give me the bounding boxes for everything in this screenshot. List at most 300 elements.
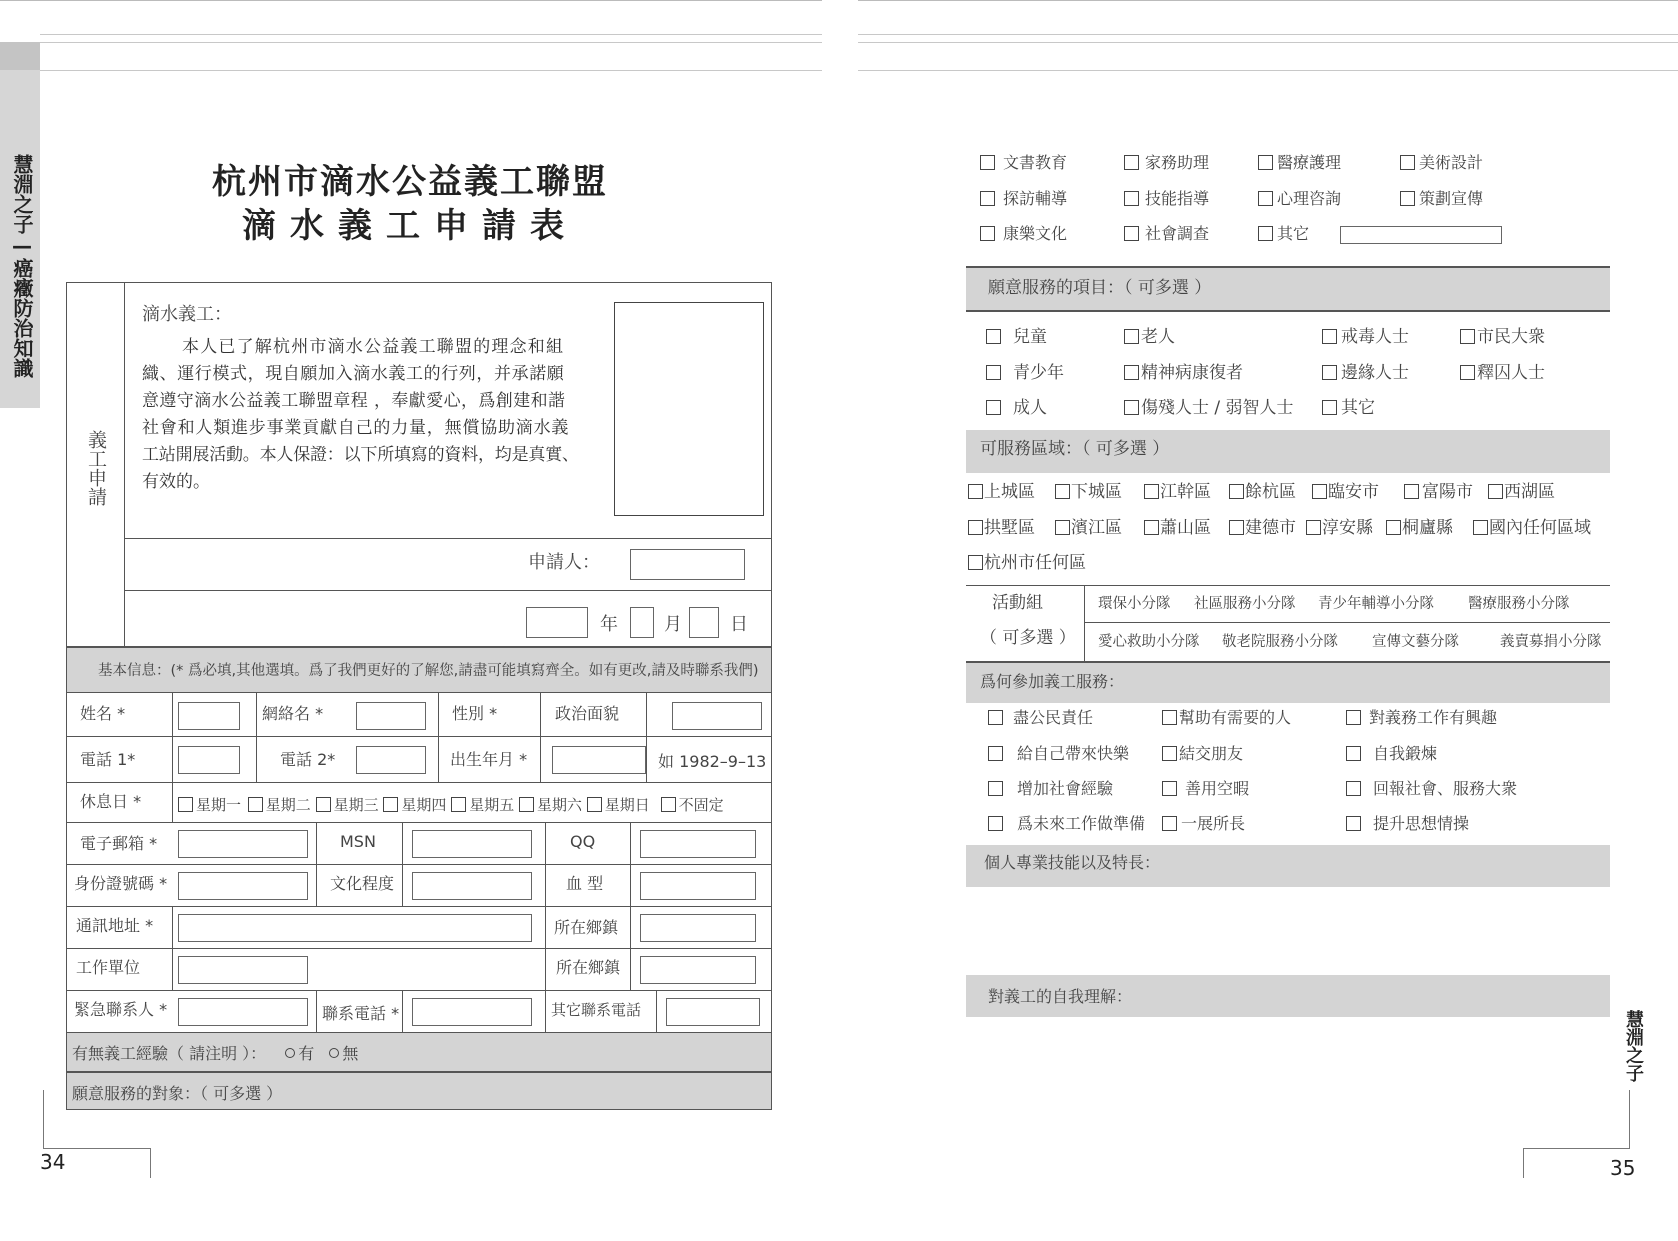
option-label: 成人 [1013,398,1047,418]
service-option[interactable] [986,329,1047,346]
option-label: 探訪輔導 [1003,189,1068,208]
contact-phone-label: 聯系電話 * [322,1004,400,1023]
page-number-left: 34 [40,1150,66,1174]
checkbox-icon [1460,365,1475,380]
area-option[interactable] [1229,520,1296,537]
col-line [630,906,631,948]
reason-option[interactable] [1162,816,1245,832]
rest-day-label: 休息日 * [80,792,142,811]
target-option[interactable] [980,191,1067,207]
checkbox-icon [178,797,193,812]
day-field[interactable] [689,607,719,638]
reason-option[interactable] [988,746,1129,762]
option-label: 淳安縣 [1322,518,1373,538]
pledge-line: 本人已了解杭州市滴水公益義工聯盟的理念和組 [182,337,565,357]
name-field[interactable] [178,702,240,730]
col-line [540,736,541,782]
weekday-option[interactable] [316,796,379,814]
checkbox-icon [980,155,995,170]
photo-box[interactable] [614,302,764,516]
corner-mark-left-h [43,1148,150,1149]
col-line [172,782,173,822]
politics-field[interactable] [672,702,762,730]
groups-top-line [966,585,1610,586]
option-label: 對義務工作有興趣 [1369,708,1498,727]
msn-field[interactable] [412,830,532,858]
header-rule-left-3 [40,70,822,71]
col-line [256,692,257,736]
groups-label-2: （ 可多選 ） [980,628,1076,648]
group-option[interactable]: 愛心救助小分隊 [1098,634,1200,650]
reason-option[interactable] [988,710,1093,726]
checkbox-icon [1124,365,1139,380]
group-option[interactable]: 醫療服務小分隊 [1468,596,1570,612]
work-field[interactable] [178,956,308,984]
header-rule-right-3 [858,70,1678,71]
checkbox-icon [1144,520,1159,535]
checkbox-icon [316,797,331,812]
reason-option[interactable] [988,816,1145,832]
checkbox-icon [519,797,534,812]
option-label: 康樂文化 [1003,224,1068,243]
top-rule-right [858,0,1678,1]
col-line [438,692,439,736]
col-line [630,822,631,864]
checkbox-icon [1144,484,1159,499]
township1-label: 所在鄉鎮 [554,918,619,937]
option-label: 傷殘人士 / 弱智人士 [1141,398,1294,418]
checkbox-icon [1473,520,1488,535]
section-label-application: 義工申請 [85,430,107,506]
radio-icon [285,1048,295,1058]
phone2-label: 電話 2* [280,750,336,769]
experience-text: 有無義工經驗（ 請注明 ）： [72,1044,267,1063]
applicant-label: 申請人： [528,552,600,573]
checkbox-icon [980,226,995,241]
target-option[interactable] [980,155,1067,171]
pledge-paragraph [142,334,608,496]
col-line [656,990,657,1032]
address-label: 通訊地址 * [76,916,154,935]
option-label: 餘杭區 [1245,482,1296,502]
area-option[interactable] [1144,484,1211,501]
checkbox-icon [986,329,1001,344]
header-rule-left-2 [40,42,822,43]
checkbox-icon [1400,155,1415,170]
checkbox-icon [1386,520,1401,535]
col-line [540,692,541,736]
checkbox-icon [1322,365,1337,380]
groups-col-line [1084,585,1085,661]
service-option[interactable] [986,400,1047,417]
politics-label: 政治面貌 [555,704,620,723]
checkbox-icon [1055,484,1070,499]
checkbox-icon [1055,520,1070,535]
col-line [545,948,546,990]
option-label: 邊緣人士 [1341,363,1409,383]
checkbox-icon [248,797,263,812]
area-option[interactable] [1144,520,1211,537]
groups-mid-line [1084,622,1610,623]
group-option[interactable]: 社區服務小分隊 [1194,596,1296,612]
corner-mark-left-v [43,1090,44,1148]
weekday-option[interactable] [178,796,241,814]
checkbox-icon [383,797,398,812]
qq-label: QQ [570,832,596,851]
target-option[interactable] [1400,155,1483,171]
top-rule-left [0,0,822,1]
col-line [402,864,403,906]
pledge-line: 織、運行模式，現自願加入滴水義工的行列，并承諾願 [142,364,565,384]
option-label: 一展所長 [1181,814,1246,833]
birth-field[interactable] [552,746,646,774]
weekday-options [178,797,724,813]
service-option[interactable] [1460,365,1545,382]
id-label: 身份證號碼 * [74,874,168,893]
township2-label: 所在鄉鎮 [556,958,621,977]
service-bottom-line [966,310,1610,312]
weekday-option[interactable] [661,796,724,814]
col-line [316,990,317,1032]
reason-option[interactable] [988,781,1113,797]
checkbox-icon [1306,520,1321,535]
checkbox-icon [1312,484,1327,499]
col-line [438,736,439,782]
checkbox-icon [1162,781,1177,796]
area-option[interactable] [968,555,1086,572]
reason-option[interactable] [1162,710,1291,726]
option-label: 爲未來工作做準備 [1017,814,1146,833]
option-label: 家務助理 [1145,153,1210,172]
target-option[interactable] [1124,191,1209,207]
checkbox-icon [1346,781,1361,796]
checkbox-icon [1162,746,1177,761]
side-rule-right [1629,1090,1630,1148]
option-label: 善用空暇 [1185,779,1250,798]
emergency-field[interactable] [178,998,308,1026]
col-line [545,906,546,948]
areas-header-text: 可服務區域：（ 可多選 ） [980,439,1170,459]
area-option[interactable] [1473,520,1591,537]
service-option[interactable] [1322,400,1375,417]
nickname-field[interactable] [356,702,426,730]
weekday-option[interactable] [451,796,514,814]
checkbox-icon [587,797,602,812]
option-label: 社會調查 [1145,224,1210,243]
phone1-field[interactable] [178,746,240,774]
skills-header-text: 個人專業技能以及特長： [984,853,1161,872]
weekday-label: 不固定 [678,796,724,814]
option-label: 杭州市任何區 [984,553,1086,573]
checkbox-icon [1162,816,1177,831]
side-tab-text: 慧淵之子—癌癥防治知識 [10,154,34,378]
option-label: 青少年 [1013,363,1064,383]
checkbox-icon [1124,400,1139,415]
area-option[interactable] [1488,484,1555,501]
service-option[interactable] [1322,365,1409,382]
checkbox-icon [1346,746,1361,761]
service-option[interactable] [1124,329,1175,346]
app-divider-2 [124,590,772,591]
pledge-line: 有效的。 [142,472,210,492]
option-label: 精神病康復者 [1141,363,1243,383]
address-field[interactable] [178,914,532,942]
radio-icon [329,1048,339,1058]
row-line [66,864,772,865]
target-other-field[interactable] [1340,226,1502,244]
option-label: 給自己帶來快樂 [1017,744,1130,763]
reason-option[interactable] [1162,781,1249,797]
col-line [545,822,546,864]
target-option[interactable] [1258,226,1309,242]
row-line [66,990,772,991]
service-option[interactable] [1124,400,1294,417]
checkbox-icon [1404,484,1419,499]
checkbox-icon [968,520,983,535]
checkbox-icon [1258,191,1273,206]
other-phone-label: 其它聯系電話 [551,1001,642,1019]
option-label: 拱墅區 [984,518,1035,538]
checkbox-icon [1488,484,1503,499]
msn-label: MSN [340,832,376,851]
row-line [66,822,772,823]
weekday-option[interactable] [519,796,582,814]
option-label: 其它 [1341,398,1375,418]
corner-mark-right-v2 [1523,1148,1524,1178]
education-field[interactable] [412,872,532,900]
option-label: 提升思想情操 [1373,814,1470,833]
month-label: 月 [664,614,682,635]
checkbox-icon [1229,484,1244,499]
weekday-label: 星期三 [333,796,379,814]
header-rule-right-2 [858,42,1678,43]
reason-option[interactable] [1346,710,1497,726]
target-option[interactable] [1400,191,1483,207]
year-label: 年 [600,614,618,635]
weekday-option[interactable] [383,796,446,814]
checkbox-icon [661,797,676,812]
service-option[interactable] [1322,329,1409,346]
name-label: 姓名 * [80,704,126,723]
experience-no-option[interactable] [319,1044,358,1063]
checkbox-icon [988,781,1003,796]
page-number-right: 35 [1610,1156,1636,1180]
col-line [316,822,317,864]
checkbox-icon [986,400,1001,415]
option-label: 下城區 [1071,482,1122,502]
weekday-option[interactable] [587,796,650,814]
option-label: 戒毒人士 [1341,327,1409,347]
target-option[interactable] [1258,191,1341,207]
experience-yes-option[interactable] [271,1044,314,1063]
emergency-label: 緊急聯系人 * [74,1000,168,1019]
corner-mark-left-v2 [150,1148,151,1178]
app-col-divider [124,282,125,646]
app-divider-1 [124,538,772,539]
checkbox-icon [1346,816,1361,831]
experience-label [72,1046,358,1062]
col-line [402,822,403,864]
group-option[interactable]: 青少年輔導小分隊 [1318,596,1434,612]
blood-field[interactable] [640,872,756,900]
group-option[interactable]: 義賣募捐小分隊 [1500,634,1602,650]
phone1-label: 電話 1* [80,750,136,769]
checkbox-icon [968,555,983,570]
option-label: 自我鍛煉 [1373,744,1438,763]
col-line [172,948,173,990]
option-label: 醫療護理 [1277,153,1342,172]
email-label: 電子郵箱 * [80,834,158,853]
col-line [545,864,546,906]
nickname-label: 網絡名 * [262,704,324,723]
area-option[interactable] [1229,484,1296,501]
checkbox-icon [980,191,995,206]
gender-label: 性別 * [452,704,498,723]
work-label: 工作單位 [76,958,141,977]
service-option[interactable] [1460,329,1545,346]
township2-field[interactable] [640,956,756,984]
reason-option[interactable] [1162,746,1243,762]
other-phone-field[interactable] [666,998,760,1026]
option-label: 富陽市 [1422,482,1473,502]
experience-no-label: 無 [342,1044,359,1063]
option-label: 美術設計 [1419,153,1484,172]
option-label: 國內任何區域 [1489,518,1591,538]
checkbox-icon [1258,155,1273,170]
checkbox-icon [1229,520,1244,535]
option-label: 市民大衆 [1477,327,1545,347]
weekday-option[interactable] [248,796,311,814]
year-field[interactable] [526,607,588,638]
month-field[interactable] [630,607,654,638]
target-option[interactable] [1258,155,1341,171]
area-option[interactable] [1055,520,1122,537]
pledge-line: 社會和人類進步事業貢獻自己的力量，無償協助滴水義 [142,418,570,438]
col-line [316,864,317,906]
header-rule-left-1 [40,34,822,35]
service-target-label: 願意服務的對象：（ 可多選 ） [72,1084,283,1103]
email-field[interactable] [178,830,308,858]
checkbox-icon [1322,400,1337,415]
option-label: 增加社會經驗 [1017,779,1114,798]
checkbox-icon [1400,191,1415,206]
checkbox-icon [988,816,1003,831]
col-line [172,906,173,948]
id-field[interactable] [178,872,308,900]
option-label: 回報社會、服務大衆 [1373,779,1518,798]
option-label: 盡公民責任 [1013,708,1094,727]
service-items-header-text: 願意服務的項目：（ 可多選 ） [988,278,1212,298]
area-option[interactable] [1386,520,1453,537]
form-title-main: 滴水義工申請表 [242,206,578,246]
checkbox-icon [1322,329,1337,344]
option-label: 上城區 [984,482,1035,502]
reason-option[interactable] [1346,816,1469,832]
option-label: 桐廬縣 [1402,518,1453,538]
option-label: 釋囚人士 [1477,363,1545,383]
col-line [630,948,631,990]
corner-mark-right-h [1523,1148,1630,1149]
applicant-signature-field[interactable] [630,549,745,580]
option-label: 建德市 [1245,518,1296,538]
area-option[interactable] [1055,484,1122,501]
option-label: 文書教育 [1003,153,1068,172]
area-option[interactable] [1404,484,1473,501]
option-label: 江幹區 [1160,482,1211,502]
checkbox-icon [1124,329,1139,344]
birth-example: 如 1982–9–13 [658,752,767,771]
reasons-header-text: 爲何參加義工服務： [980,672,1125,691]
option-label: 其它 [1277,224,1310,243]
groups-label-1: 活動組 [992,593,1043,613]
option-label: 臨安市 [1328,482,1379,502]
group-option[interactable]: 敬老院服務小分隊 [1222,634,1338,650]
pledge-line: 意遵守滴水公益義工聯盟章程 ，奉獻愛心，爲創建和諧 [142,391,566,411]
phone2-field[interactable] [356,746,426,774]
checkbox-icon [988,746,1003,761]
option-label: 老人 [1141,327,1175,347]
side-tab-top [0,42,40,70]
checkbox-icon [451,797,466,812]
pledge-line: 工站開展活動。本人保證：以下所填寫的資料，均是真實、 [142,445,579,465]
qq-field[interactable] [640,830,756,858]
area-option[interactable] [968,520,1035,537]
col-line [646,736,647,782]
col-line [256,736,257,782]
col-line [172,736,173,782]
col-line [172,692,173,736]
option-label: 策劃宣傳 [1419,189,1484,208]
target-option[interactable] [1124,226,1209,242]
checkbox-icon [968,484,983,499]
day-label: 日 [730,614,748,635]
self-understanding-answer-area[interactable] [966,1017,1610,1107]
township1-field[interactable] [640,914,756,942]
checkbox-icon [986,365,1001,380]
service-option[interactable] [1124,365,1243,382]
reason-option[interactable] [1346,746,1437,762]
target-option[interactable] [1124,155,1209,171]
skills-answer-area[interactable] [966,887,1610,975]
target-option[interactable] [980,226,1067,242]
service-option[interactable] [986,365,1064,382]
option-label: 結交朋友 [1179,744,1244,763]
checkbox-icon [1162,710,1177,725]
col-line [630,864,631,906]
weekday-label: 星期六 [536,796,582,814]
option-label: 技能指導 [1145,189,1210,208]
checkbox-icon [1346,710,1361,725]
weekday-label: 星期五 [469,796,515,814]
header-rule-right-1 [858,34,1678,35]
self-understanding-header-text: 對義工的自我理解： [988,987,1133,1006]
checkbox-icon [1460,329,1475,344]
group-option[interactable]: 環保小分隊 [1098,596,1171,612]
checkbox-icon [1258,226,1273,241]
greeting: 滴水義工： [142,304,232,325]
group-option[interactable]: 宣傳文藝分隊 [1372,634,1459,650]
area-option[interactable] [968,484,1035,501]
area-option[interactable] [1312,484,1379,501]
option-label: 濱江區 [1071,518,1122,538]
col-line [646,692,647,736]
weekday-label: 星期日 [604,796,650,814]
reason-option[interactable] [1346,781,1517,797]
option-label: 兒童 [1013,327,1047,347]
option-label: 西湖區 [1504,482,1555,502]
contact-phone-field[interactable] [412,998,532,1026]
area-option[interactable] [1306,520,1373,537]
